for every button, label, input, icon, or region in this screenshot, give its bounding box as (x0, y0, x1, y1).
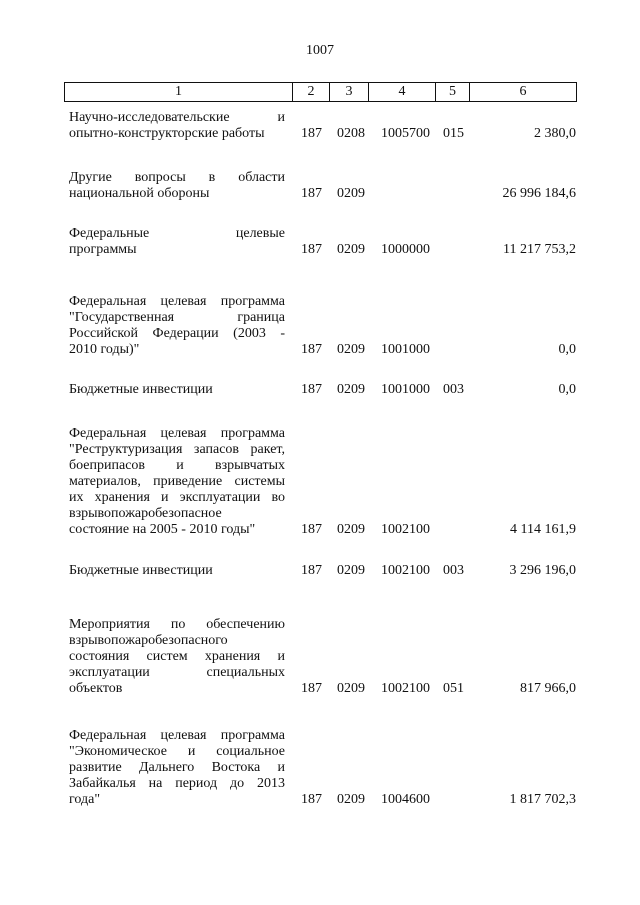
row-code-5: 051 (443, 681, 464, 696)
row-code-3: 0209 (337, 242, 365, 257)
row-code-3: 0209 (337, 382, 365, 397)
row-code-2: 187 (301, 382, 322, 397)
row-code-3: 0209 (337, 563, 365, 578)
row-name-line: взрывопожаробезопасного (69, 633, 228, 648)
row-amount: 817 966,0 (520, 681, 576, 696)
row-code-4: 1001000 (381, 342, 430, 357)
row-amount: 0,0 (558, 342, 576, 357)
row-name-line: объектов (69, 681, 123, 696)
row-amount: 4 114 161,9 (510, 522, 576, 537)
row-name-line: Федеральная целевая программа (69, 294, 285, 309)
column-header-5: 5 (436, 83, 470, 102)
row-amount: 1 817 702,3 (509, 792, 576, 807)
row-name (69, 110, 285, 142)
row-code-3: 0208 (337, 126, 365, 141)
row-name-line: национальной обороны (69, 186, 210, 201)
row-name (69, 617, 285, 697)
row-code-4: 1002100 (381, 681, 430, 696)
column-header-4: 4 (369, 83, 436, 102)
row-name-line: Бюджетные инвестиции (69, 563, 213, 578)
row-name (69, 294, 285, 358)
row-name-line: Федеральная целевая программа (69, 426, 285, 441)
row-amount: 3 296 196,0 (509, 563, 576, 578)
row-code-2: 187 (301, 186, 322, 201)
row-name-line: состояния систем хранения и (69, 649, 285, 664)
column-header-6: 6 (470, 83, 577, 102)
row-name-line: года" (69, 792, 101, 807)
column-header-row (65, 83, 577, 102)
row-name-line: 2010 годы)" (69, 342, 140, 357)
row-name-line: боеприпасов и взрывчатых (69, 458, 285, 473)
page-number: 1007 (306, 43, 334, 58)
column-header-1: 1 (65, 83, 293, 102)
row-name-line: "Государственная граница (69, 310, 285, 325)
row-name (69, 563, 285, 579)
row-name (69, 226, 285, 258)
row-code-5: 003 (443, 563, 464, 578)
row-name-line: "Экономическое и социальное (69, 744, 285, 759)
row-code-4: 1000000 (381, 242, 430, 257)
row-code-4: 1001000 (381, 382, 430, 397)
row-code-3: 0209 (337, 342, 365, 357)
row-code-2: 187 (301, 342, 322, 357)
row-code-2: 187 (301, 522, 322, 537)
column-header-3: 3 (330, 83, 369, 102)
row-code-3: 0209 (337, 522, 365, 537)
row-code-5: 015 (443, 126, 464, 141)
row-amount: 0,0 (558, 382, 576, 397)
row-name-line: Забайкалья на период до 2013 (69, 776, 285, 791)
row-name-line: Федеральная целевая программа (69, 728, 285, 743)
row-code-4: 1004600 (381, 792, 430, 807)
row-code-4: 1005700 (381, 126, 430, 141)
row-name-line: Мероприятия по обеспечению (69, 617, 285, 632)
row-code-3: 0209 (337, 681, 365, 696)
row-code-2: 187 (301, 563, 322, 578)
row-name (69, 728, 285, 808)
row-name-line: состояние на 2005 - 2010 годы" (69, 522, 256, 537)
row-name-line: развитие Дальнего Востока и (69, 760, 285, 775)
row-name-line: материалов, приведение системы (69, 474, 285, 489)
row-amount: 11 217 753,2 (503, 242, 576, 257)
row-name (69, 382, 285, 398)
row-name-line: взрывопожаробезопасное (69, 506, 222, 521)
row-name-line: опытно-конструкторские работы (69, 126, 265, 141)
row-name-line: Федеральные целевые (69, 226, 285, 241)
row-code-2: 187 (301, 681, 322, 696)
row-name-line: Российской Федерации (2003 - (69, 326, 285, 341)
row-name-line: Другие вопросы в области (69, 170, 285, 185)
row-name-line: программы (69, 242, 137, 257)
row-code-4: 1002100 (381, 563, 430, 578)
row-name (69, 170, 285, 202)
row-amount: 26 996 184,6 (502, 186, 576, 201)
row-code-2: 187 (301, 126, 322, 141)
row-code-2: 187 (301, 792, 322, 807)
row-name-line: их хранения и эксплуатации во (69, 490, 285, 505)
row-code-5: 003 (443, 382, 464, 397)
row-name (69, 426, 285, 538)
row-name-line: "Реструктуризация запасов ракет, (69, 442, 285, 457)
row-name-line: эксплуатации специальных (69, 665, 285, 680)
column-header-table (64, 82, 577, 102)
row-code-2: 187 (301, 242, 322, 257)
row-name-line: Научно-исследовательские и (69, 110, 285, 125)
row-amount: 2 380,0 (534, 126, 576, 141)
column-header-2: 2 (293, 83, 330, 102)
row-code-4: 1002100 (381, 522, 430, 537)
row-code-3: 0209 (337, 186, 365, 201)
row-code-3: 0209 (337, 792, 365, 807)
row-name-line: Бюджетные инвестиции (69, 382, 213, 397)
